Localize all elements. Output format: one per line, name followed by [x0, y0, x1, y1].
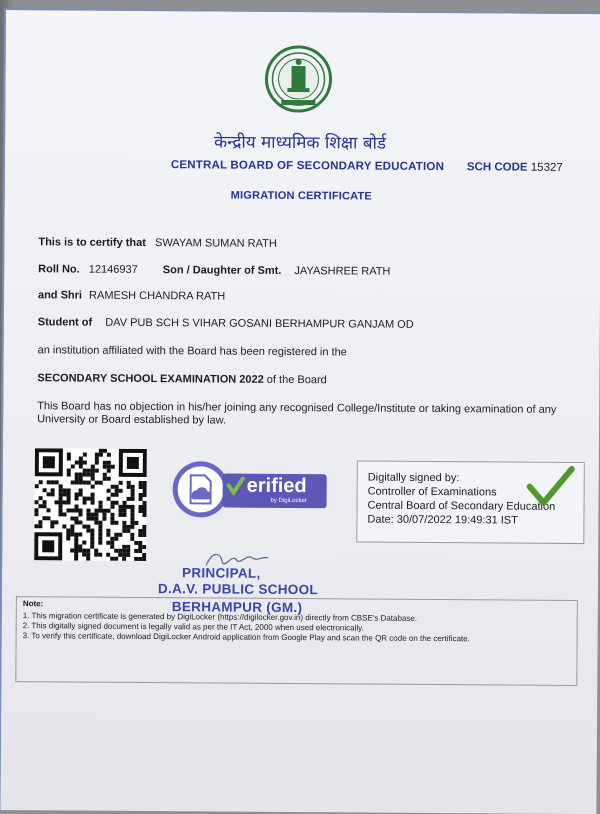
father-label: and Shri: [37, 289, 83, 302]
qr-code-icon: [34, 448, 147, 561]
mother-label: Son / Daughter of Smt.: [162, 264, 282, 277]
school-code: [467, 161, 563, 174]
digilocker-verified-badge: [170, 459, 330, 520]
checkmark-icon: [526, 465, 576, 509]
note-item: 3. To verify this certificate, download DigiLocker Android application from Google Play and scan the QR code on the certificate.: [22, 631, 470, 644]
stamp-line-3: BERHAMPUR (GM.): [171, 599, 303, 616]
exam-suffix: of the Board: [266, 373, 327, 387]
note-box: [15, 596, 578, 686]
affiliation-text: an institution affiliated with the Board has been registered in the: [37, 344, 347, 359]
exam-row: [37, 372, 326, 386]
father-row: [38, 289, 225, 302]
digital-signature-box: [356, 460, 585, 544]
student-name: SWAYAM SUMAN RATH: [154, 237, 277, 250]
exam-name: SECONDARY SCHOOL EXAMINATION 2022: [37, 372, 264, 386]
mother-name: JAYASHREE RATH: [294, 265, 391, 278]
verified-sub: by DigiLocker: [270, 497, 307, 505]
certify-row: [38, 236, 277, 250]
roll-label: Roll No.: [38, 263, 80, 276]
student-of-label: Student of: [37, 316, 93, 329]
sig-line-3: Central Board of Secondary Education: [367, 499, 556, 513]
board-english-name: CENTRAL BOARD OF SECONDARY EDUCATION: [170, 159, 445, 174]
sig-line-2: Controller of Examinations: [367, 485, 497, 499]
sch-code-value: 15327: [530, 161, 563, 174]
roll-number: 12146937: [88, 263, 138, 276]
note-heading: Note:: [22, 599, 44, 609]
sch-code-label: SCH CODE: [466, 161, 528, 174]
board-hindi-name: केन्द्रीय माध्यमिक शिक्षा बोर्ड: [213, 132, 387, 154]
cbse-emblem-icon: [263, 44, 333, 114]
note-item: 2. This digitally signed document is legally valid as per the IT Act, 2000 when used electronically.: [22, 621, 364, 633]
sig-line-1: Digitally signed by:: [367, 471, 460, 485]
certify-label: This is to certify that: [38, 236, 146, 249]
student-of-row: [38, 316, 414, 331]
sig-line-4: Date: 30/07/2022 19:49:31 IST: [367, 513, 518, 527]
father-name: RAMESH CHANDRA RATH: [89, 289, 226, 303]
certificate-page: [0, 8, 600, 814]
objection-line-2: University or Board established by law.: [37, 413, 227, 427]
note-item: 1. This migration certificate is generated by DigiLocker (https://digilocker.gov.in) directly from CBSE's Database.: [22, 611, 418, 623]
stamp-line-2: D.A.V. PUBLIC SCHOOL: [157, 581, 319, 598]
stamp-line-1: PRINCIPAL,: [182, 565, 261, 581]
verified-text: erified: [246, 474, 307, 498]
certificate-title: MIGRATION CERTIFICATE: [230, 189, 373, 203]
roll-row: [38, 263, 390, 277]
objection-line-1: This Board has no objection in his/her joining any recognised College/Institute or taking examination of any: [37, 400, 557, 416]
school-name: DAV PUB SCH S VIHAR GOSANI BERHAMPUR GANJAM OD: [105, 316, 414, 331]
